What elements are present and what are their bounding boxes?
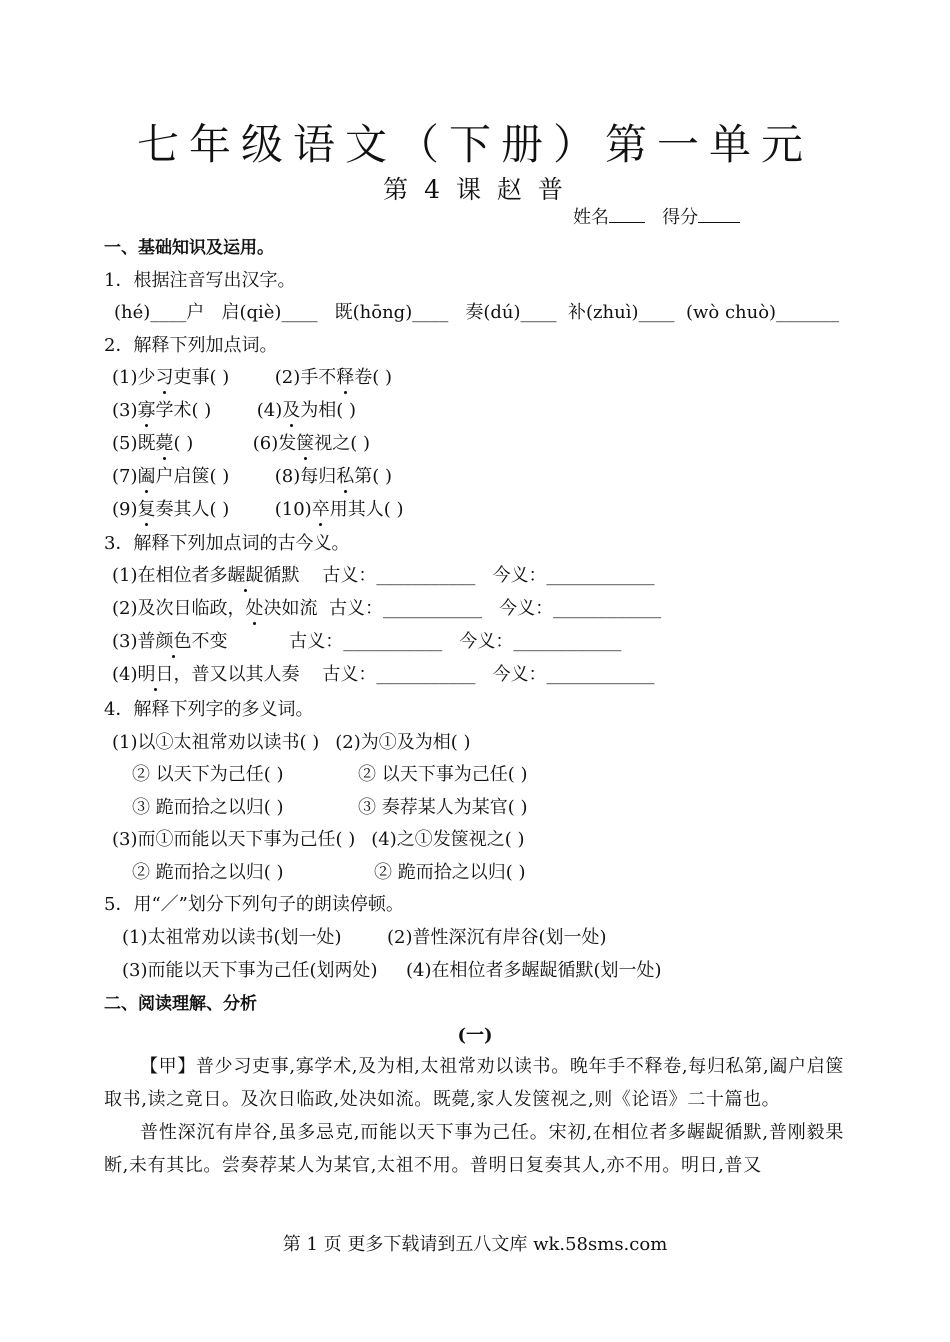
q2-item: (1)少习吏事( ) <box>112 367 230 388</box>
q2-item: (8)每归私第( ) <box>274 466 393 487</box>
q1-item: (hé)____户 <box>114 302 205 323</box>
section2-heading: 二、阅读理解、分析 <box>104 994 257 1014</box>
q2-item: (2)手不释卷( ) <box>274 367 393 388</box>
q4-row: ③ 跪而拾之以归( ) ③ 奏荐某人为某官( ) <box>132 797 528 818</box>
reading-paragraph-2: 普性深沉有岸谷,虽多忌克,而能以天下事为己任。宋初,在相位者多龌龊循默,普刚毅果断,未有其比。尝奏荐某人为某官,太祖不用。普明日复奏其人,亦不用。明日,普又 <box>104 1122 844 1176</box>
q3-modern-meaning: 今义：____________ <box>492 664 655 685</box>
q5-row: (1)太祖常劝以读书(划一处) (2)普性深沉有岸谷(划一处) <box>122 927 607 948</box>
q1-item: 奏(dú)____ <box>465 302 557 323</box>
q1-item: 既(hōng)____ <box>334 302 449 323</box>
q1-item: 补(zhuì)____ <box>568 302 675 323</box>
q2-row <box>112 462 392 488</box>
q3-ancient-meaning: 古义：___________ <box>322 664 476 685</box>
q2-item: (9)复奏其人( ) <box>112 499 230 520</box>
q2-row <box>112 396 356 422</box>
q2-item: (10)卒用其人( ) <box>274 499 404 520</box>
name-blank[interactable] <box>609 205 645 223</box>
q3-row: (4)明日，普又以其人奏 古义：___________ 今义：____________ <box>112 664 655 685</box>
q3-row: (2)及次日临政，处决如流 古义：___________ 今义：____________ <box>112 598 662 619</box>
score-label: 得分 <box>662 207 699 228</box>
name-label: 姓名 <box>573 207 609 228</box>
section1-heading: 一、基础知识及运用。 <box>104 238 274 258</box>
lesson-subtitle: 第 4 课 赵 普 <box>383 175 567 204</box>
q1-prompt: 1．根据注音写出汉字。 <box>104 270 296 291</box>
q2-prompt: 2．解释下列加点词。 <box>104 335 278 356</box>
q2-item: (3)寡学术( ) <box>112 400 212 421</box>
q3-modern-meaning: 今义：____________ <box>499 598 662 619</box>
q5-row: (3)而能以天下事为己任(划两处) (4)在相位者多龌龊循默(划一处) <box>122 960 662 981</box>
q3-row: (1)在相位者多龌龊循默 古义：___________ 今义：____________ <box>112 565 655 586</box>
q3-modern-meaning: 今义：____________ <box>492 565 655 586</box>
q2-item: (5)既薨( ) <box>112 433 194 454</box>
q3-row: (3)普颜色不变 古义：___________ 今义：____________ <box>112 631 622 652</box>
q5-prompt: 5．用“／”划分下列句子的朗读停顿。 <box>104 894 404 915</box>
score-blank[interactable] <box>698 205 740 223</box>
q2-row <box>112 363 392 389</box>
q4-row: (3)而①而能以天下事为己任( ) (4)之①发箧视之( ) <box>112 829 525 850</box>
q1-item: 启(qiè)____ <box>221 302 318 323</box>
q4-row: ② 跪而拾之以归( ) ② 跪而拾之以归( ) <box>132 862 526 883</box>
page-title: 七年级语文（下册）第一单元 <box>136 120 813 169</box>
q3-ancient-meaning: 古义：___________ <box>289 631 443 652</box>
q1-items <box>114 298 839 324</box>
q2-item: (6)发箧视之( ) <box>252 433 371 454</box>
q2-item: (4)及为相( ) <box>256 400 357 421</box>
q1-item: (wò chuò)_______ <box>685 302 840 323</box>
reading-part-label: (一) <box>457 1025 493 1046</box>
q4-row: (1)以①太祖常劝以读书( ) (2)为①及为相( ) <box>112 732 471 753</box>
page-footer: 第 1 页 更多下载请到五八文库 wk.58sms.com <box>282 1234 668 1255</box>
name-score-bar <box>573 203 740 229</box>
q3-prompt: 3．解释下列加点词的古今义。 <box>104 533 350 554</box>
reading-paragraph-1: 【甲】普少习吏事,寡学术,及为相,太祖常劝以读书。晚年手不释卷,每归私第,阖户启箧取书,读之竟日。及次日临政,处决如流。既薨,家人发箧视之,则《论语》二十篇也。 <box>104 1056 844 1110</box>
q3-modern-meaning: 今义：____________ <box>459 631 622 652</box>
q2-item: (7)阖户启箧( ) <box>112 466 230 487</box>
q4-row: ② 以天下为己任( ) ② 以天下事为己任( ) <box>132 764 528 785</box>
q2-row <box>112 495 403 521</box>
q2-row <box>112 429 370 455</box>
q3-ancient-meaning: 古义：___________ <box>328 598 482 619</box>
q3-ancient-meaning: 古义：___________ <box>322 565 476 586</box>
q4-prompt: 4．解释下列字的多义词。 <box>104 699 314 720</box>
